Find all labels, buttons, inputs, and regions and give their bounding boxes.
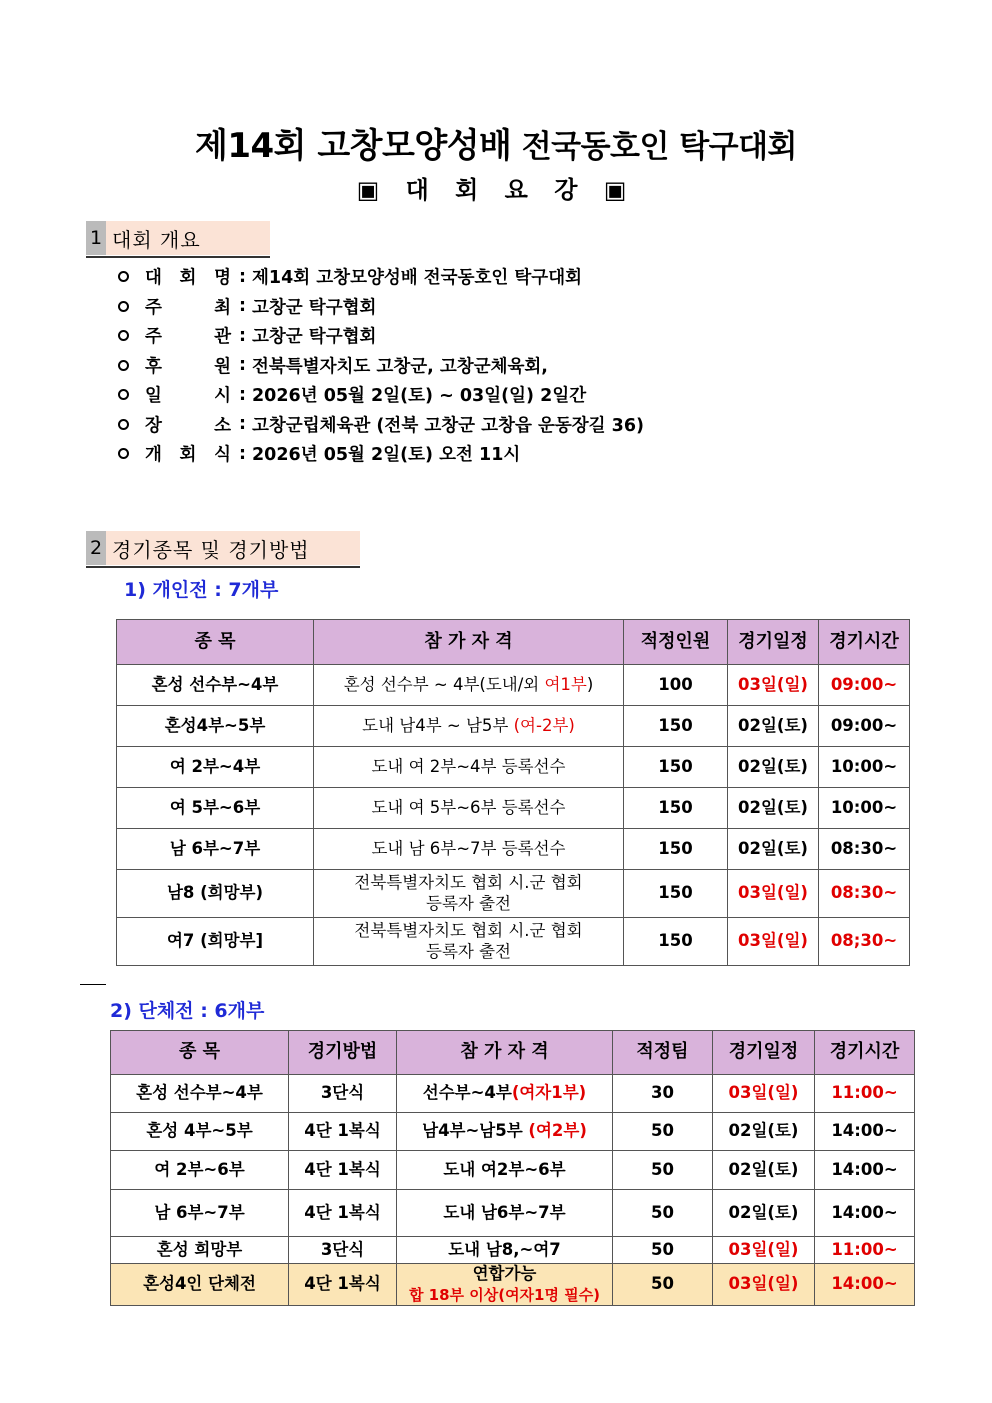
qualification <box>314 665 624 706</box>
column-header: 경기일정 <box>713 1031 815 1075</box>
table-row <box>117 918 910 966</box>
table-row <box>111 1075 915 1113</box>
match-time: 10:00~ <box>819 747 910 788</box>
capacity: 150 <box>624 788 728 829</box>
overview-key-char: 최 <box>214 297 231 318</box>
column-header: 적정팀 <box>613 1031 713 1075</box>
qualification-text: ) <box>586 674 594 694</box>
match-date: 02일(토) <box>728 788 819 829</box>
match-date: 02일(토) <box>713 1151 815 1190</box>
qualification-text: 도내 여2부~6부 <box>443 1159 566 1179</box>
overview-value: 고창군 탁구협회 <box>252 297 377 318</box>
document-title <box>0 118 992 167</box>
qualification <box>397 1237 613 1264</box>
match-method: 4단 1복식 <box>289 1151 397 1190</box>
colon: : <box>239 266 246 287</box>
column-header: 종 목 <box>111 1031 289 1075</box>
bullet-icon <box>118 360 129 371</box>
qualification <box>314 870 624 918</box>
qualification-text: 혼성 선수부 ~ 4부(도내/외 <box>343 674 545 694</box>
colon: : <box>239 296 246 317</box>
match-time: 08:30~ <box>819 870 910 918</box>
qualification-text: 도내 여 2부~4부 등록선수 <box>371 756 566 776</box>
overview-item <box>118 410 644 440</box>
table-row <box>117 870 910 918</box>
overview-key-char: 식 <box>214 445 231 466</box>
match-date: 02일(토) <box>728 829 819 870</box>
match-date: 03일(일) <box>728 918 819 966</box>
table-row <box>111 1190 915 1237</box>
qualification-text: 전북특별자치도 협회 시.군 협회 등록자 출전 <box>354 872 583 913</box>
qualification-text: 선수부~4부 <box>422 1083 512 1103</box>
qualification-text: 도내 남 6부~7부 등록선수 <box>371 838 566 858</box>
qualification-text: 남4부~남5부 <box>422 1121 529 1141</box>
overview-item <box>118 321 644 351</box>
match-date: 03일(일) <box>713 1075 815 1113</box>
overview-item <box>118 262 644 292</box>
overview-list <box>118 262 644 469</box>
overview-key-char: 개 <box>145 445 162 466</box>
match-date: 02일(토) <box>713 1190 815 1237</box>
section-header-overview <box>86 220 270 258</box>
capacity: 150 <box>624 870 728 918</box>
team-count: 50 <box>613 1113 713 1151</box>
match-date: 02일(토) <box>713 1113 815 1151</box>
match-time: 09:00~ <box>819 665 910 706</box>
overview-value: 고창군 탁구협회 <box>252 327 377 348</box>
event-name: 혼성 선수부~4부 <box>117 665 314 706</box>
colon: : <box>239 443 246 464</box>
match-method: 4단 1복식 <box>289 1113 397 1151</box>
match-time: 14:00~ <box>815 1264 915 1306</box>
qualification-text: 전북특별자치도 협회 시.군 협회 등록자 출전 <box>354 920 583 961</box>
colon: : <box>239 325 246 346</box>
event-name: 혼성4부~5부 <box>117 706 314 747</box>
colon: : <box>239 414 246 435</box>
table-row <box>111 1113 915 1151</box>
column-header: 참 가 자 격 <box>314 620 624 665</box>
qualification-text: 도내 여 5부~6부 등록선수 <box>371 797 566 817</box>
qualification-text: 도내 남6부~7부 <box>443 1202 566 1222</box>
column-header: 종 목 <box>117 620 314 665</box>
capacity: 100 <box>624 665 728 706</box>
qualification <box>397 1075 613 1113</box>
title-main: 제14회 고창모양성배 <box>194 126 512 166</box>
table-row <box>111 1264 915 1306</box>
event-name: 혼성 희망부 <box>111 1237 289 1264</box>
qualification-text: 연합가능 <box>472 1264 537 1283</box>
overview-item <box>118 351 644 381</box>
qualification <box>314 747 624 788</box>
bullet-icon <box>118 330 129 341</box>
capacity: 150 <box>624 829 728 870</box>
match-time: 14:00~ <box>815 1190 915 1237</box>
overview-key-char: 대 <box>145 268 162 289</box>
match-time: 11:00~ <box>815 1237 915 1264</box>
team-count: 50 <box>613 1190 713 1237</box>
event-name: 여 5부~6부 <box>117 788 314 829</box>
qualification-text: 도내 남4부 ~ 남5부 <box>362 715 514 735</box>
overview-key-char: 주 <box>145 297 162 318</box>
table-row <box>111 1151 915 1190</box>
overview-value: 2026년 05월 2일(토) 오전 11시 <box>252 445 521 466</box>
team-events-table <box>110 1030 915 1306</box>
overview-key-char: 장 <box>145 415 162 436</box>
match-date: 03일(일) <box>728 665 819 706</box>
table-row <box>117 706 910 747</box>
overview-item <box>118 380 644 410</box>
event-name: 혼성 4부~5부 <box>111 1113 289 1151</box>
match-date: 02일(토) <box>728 747 819 788</box>
individual-heading: 1) 개인전 : 7개부 <box>124 579 279 601</box>
team-count: 50 <box>613 1237 713 1264</box>
team-heading: 2) 단체전 : 6개부 <box>110 1000 265 1022</box>
qualification <box>397 1151 613 1190</box>
overview-key <box>145 264 231 289</box>
match-date: 03일(일) <box>713 1264 815 1306</box>
qualification <box>314 788 624 829</box>
capacity: 150 <box>624 706 728 747</box>
colon: : <box>239 384 246 405</box>
column-header: 경기시간 <box>815 1031 915 1075</box>
bullet-icon <box>118 301 129 312</box>
qualification-highlight: (여-2부) <box>513 715 575 735</box>
overview-value: 전북특별자치도 고창군, 고창군체육회, <box>252 356 548 377</box>
qualification <box>397 1264 613 1306</box>
team-count: 30 <box>613 1075 713 1113</box>
divider-line <box>80 984 106 985</box>
match-date: 02일(토) <box>728 706 819 747</box>
event-name: 남 6부~7부 <box>117 829 314 870</box>
event-name: 여 2부~4부 <box>117 747 314 788</box>
match-method: 4단 1복식 <box>289 1190 397 1237</box>
individual-events-table <box>116 619 910 966</box>
overview-key-char: 원 <box>214 356 231 377</box>
overview-key <box>145 412 231 437</box>
bullet-icon <box>118 448 129 459</box>
match-time: 14:00~ <box>815 1151 915 1190</box>
match-method: 3단식 <box>289 1075 397 1113</box>
table-header-row <box>117 620 910 665</box>
table-row <box>117 829 910 870</box>
qualification-highlight: 여1부 <box>544 674 587 694</box>
table-row <box>117 788 910 829</box>
section-number: 2 <box>86 531 106 565</box>
table-row <box>117 665 910 706</box>
match-method: 4단 1복식 <box>289 1264 397 1306</box>
table-header-row <box>111 1031 915 1075</box>
qualification-highlight: (여2부) <box>528 1121 587 1141</box>
column-header: 적정인원 <box>624 620 728 665</box>
overview-key-char: 명 <box>214 268 231 289</box>
qualification-note: 합 18부 이상(여자1명 필수) <box>408 1285 601 1304</box>
qualification <box>397 1190 613 1237</box>
overview-key-char: 회 <box>179 268 197 289</box>
qualification <box>397 1113 613 1151</box>
bullet-icon <box>118 271 129 282</box>
table-row <box>111 1237 915 1264</box>
qualification <box>314 829 624 870</box>
match-time: 08;30~ <box>819 918 910 966</box>
overview-key-char: 후 <box>145 356 162 377</box>
match-time: 09:00~ <box>819 706 910 747</box>
overview-key-char: 주 <box>145 327 162 348</box>
match-method: 3단식 <box>289 1237 397 1264</box>
overview-key-char: 일 <box>145 386 162 407</box>
overview-item <box>118 439 644 469</box>
overview-key <box>145 382 231 407</box>
capacity: 150 <box>624 918 728 966</box>
colon: : <box>239 355 246 376</box>
title-rest: 전국동호인 탁구대회 <box>521 129 797 165</box>
event-name: 남 6부~7부 <box>111 1190 289 1237</box>
team-count: 50 <box>613 1151 713 1190</box>
match-date: 03일(일) <box>728 870 819 918</box>
overview-key-char: 시 <box>214 386 231 407</box>
match-time: 10:00~ <box>819 788 910 829</box>
overview-value: 고창군립체육관 (전북 고창군 고창읍 운동장길 36) <box>252 415 645 436</box>
overview-key-char: 회 <box>179 445 197 466</box>
column-header: 참 가 자 격 <box>397 1031 613 1075</box>
section-header-events <box>86 530 360 568</box>
event-name: 여 2부~6부 <box>111 1151 289 1190</box>
match-date: 03일(일) <box>713 1237 815 1264</box>
qualification-highlight: (여자1부) <box>511 1083 587 1103</box>
overview-value: 제14회 고창모양성배 전국동호인 탁구대회 <box>252 268 583 289</box>
team-count: 50 <box>613 1264 713 1306</box>
overview-value: 2026년 05월 2일(토) ~ 03일(일) 2일간 <box>252 386 587 407</box>
overview-item <box>118 292 644 322</box>
qualification-text: 도내 남8,~여7 <box>448 1239 561 1259</box>
match-time: 11:00~ <box>815 1075 915 1113</box>
column-header: 경기시간 <box>819 620 910 665</box>
overview-key <box>145 353 231 378</box>
section-label: 대회 개요 <box>106 221 270 255</box>
event-name: 남8 (희망부) <box>117 870 314 918</box>
section-number: 1 <box>86 221 106 255</box>
column-header: 경기방법 <box>289 1031 397 1075</box>
qualification <box>314 918 624 966</box>
document-subtitle: ▣ 대 회 요 강 ▣ <box>356 176 636 204</box>
event-name: 혼성 선수부~4부 <box>111 1075 289 1113</box>
overview-key <box>145 323 231 348</box>
overview-key <box>145 441 231 466</box>
overview-key-char: 관 <box>214 327 231 348</box>
column-header: 경기일정 <box>728 620 819 665</box>
section-label: 경기종목 및 경기방법 <box>106 531 360 565</box>
overview-key <box>145 294 231 319</box>
qualification <box>314 706 624 747</box>
overview-key-char: 소 <box>214 415 231 436</box>
capacity: 150 <box>624 747 728 788</box>
event-name: 혼성4인 단체전 <box>111 1264 289 1306</box>
event-name: 여7 (희망부] <box>117 918 314 966</box>
match-time: 08:30~ <box>819 829 910 870</box>
match-time: 14:00~ <box>815 1113 915 1151</box>
table-row <box>117 747 910 788</box>
bullet-icon <box>118 419 129 430</box>
bullet-icon <box>118 389 129 400</box>
